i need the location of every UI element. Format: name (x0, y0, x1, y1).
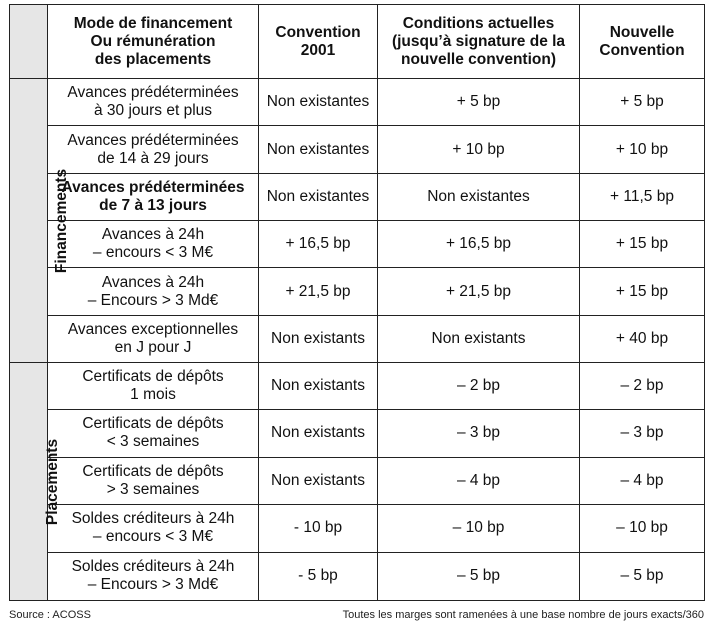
mode-cell: Soldes créditeurs à 24h – encours < 3 M€ (48, 504, 259, 552)
conditions-actuelles-cell: – 10 bp (378, 504, 580, 552)
conditions-actuelles-cell: + 21,5 bp (378, 268, 580, 316)
conditions-actuelles-cell: – 2 bp (378, 363, 580, 409)
nouvelle-convention-cell: + 5 bp (580, 79, 705, 126)
conditions-actuelles-cell: + 16,5 bp (378, 221, 580, 268)
footer (9, 609, 704, 625)
mode-cell: Certificats de dépôts 1 mois (48, 363, 259, 409)
mode-cell: Avances prédéterminées de 7 à 13 jours (48, 174, 259, 221)
nouvelle-convention-cell: + 15 bp (580, 221, 705, 268)
financing-conditions-table (9, 4, 705, 601)
group-label: Placements (44, 438, 62, 525)
nouvelle-convention-cell: – 2 bp (580, 363, 705, 409)
mode-cell: Avances à 24h – Encours > 3 Md€ (48, 268, 259, 316)
nouvelle-convention-cell: – 5 bp (580, 552, 705, 600)
table-row (10, 221, 705, 268)
mode-cell: Avances exceptionnelles en J pour J (48, 316, 259, 363)
convention-2001-cell: - 10 bp (259, 504, 378, 552)
header-nouvelle-convention: Nouvelle Convention (580, 5, 705, 79)
conditions-actuelles-cell: + 5 bp (378, 79, 580, 126)
corner-cell (10, 5, 48, 79)
table-body (10, 79, 705, 601)
conditions-actuelles-cell: Non existants (378, 316, 580, 363)
mode-cell: Avances prédéterminées de 14 à 29 jours (48, 126, 259, 174)
nouvelle-convention-cell: – 3 bp (580, 409, 705, 457)
mode-cell: Certificats de dépôts > 3 semaines (48, 457, 259, 504)
conditions-actuelles-cell: – 5 bp (378, 552, 580, 600)
header-conditions-actuelles: Conditions actuelles (jusqu’à signature de la nouvelle convention) (378, 5, 580, 79)
margin-note: Toutes les marges sont ramenées à une base nombre de jours exacts/360 (342, 609, 704, 621)
mode-cell: Soldes créditeurs à 24h – Encours > 3 Md€ (48, 552, 259, 600)
convention-2001-cell: Non existantes (259, 79, 378, 126)
source-note: Source : ACOSS (9, 609, 91, 621)
conditions-actuelles-cell: – 3 bp (378, 409, 580, 457)
nouvelle-convention-cell: + 11,5 bp (580, 174, 705, 221)
convention-2001-cell: Non existants (259, 409, 378, 457)
convention-2001-cell: Non existantes (259, 126, 378, 174)
table-row (10, 457, 705, 504)
conditions-actuelles-cell: + 10 bp (378, 126, 580, 174)
mode-cell: Avances à 24h – encours < 3 M€ (48, 221, 259, 268)
group-label-cell (10, 79, 71, 363)
nouvelle-convention-cell: + 40 bp (580, 316, 705, 363)
header-convention-2001: Convention 2001 (259, 5, 378, 79)
table-row (10, 126, 705, 174)
nouvelle-convention-cell: – 4 bp (580, 457, 705, 504)
mode-cell: Certificats de dépôts < 3 semaines (48, 409, 259, 457)
header-mode: Mode de financement Ou rémunération des placements (48, 5, 259, 79)
table-row (10, 409, 705, 457)
convention-2001-cell: + 21,5 bp (259, 268, 378, 316)
table-row (10, 552, 705, 600)
convention-2001-cell: Non existants (259, 363, 378, 409)
group-label: Financements (53, 168, 71, 273)
table-row (10, 504, 705, 552)
convention-2001-cell: - 5 bp (259, 552, 378, 600)
conditions-actuelles-cell: – 4 bp (378, 457, 580, 504)
convention-2001-cell: Non existantes (259, 174, 378, 221)
conditions-actuelles-cell: Non existantes (378, 174, 580, 221)
table-row (10, 316, 705, 363)
table-row (10, 363, 705, 409)
mode-cell: Avances prédéterminées à 30 jours et plus (48, 79, 259, 126)
table-row (10, 79, 705, 126)
group-label-cell (10, 363, 62, 601)
convention-2001-cell: Non existants (259, 316, 378, 363)
header-row (10, 5, 705, 79)
nouvelle-convention-cell: + 15 bp (580, 268, 705, 316)
convention-2001-cell: + 16,5 bp (259, 221, 378, 268)
nouvelle-convention-cell: – 10 bp (580, 504, 705, 552)
convention-2001-cell: Non existants (259, 457, 378, 504)
table-row (10, 268, 705, 316)
nouvelle-convention-cell: + 10 bp (580, 126, 705, 174)
table-row (10, 174, 705, 221)
